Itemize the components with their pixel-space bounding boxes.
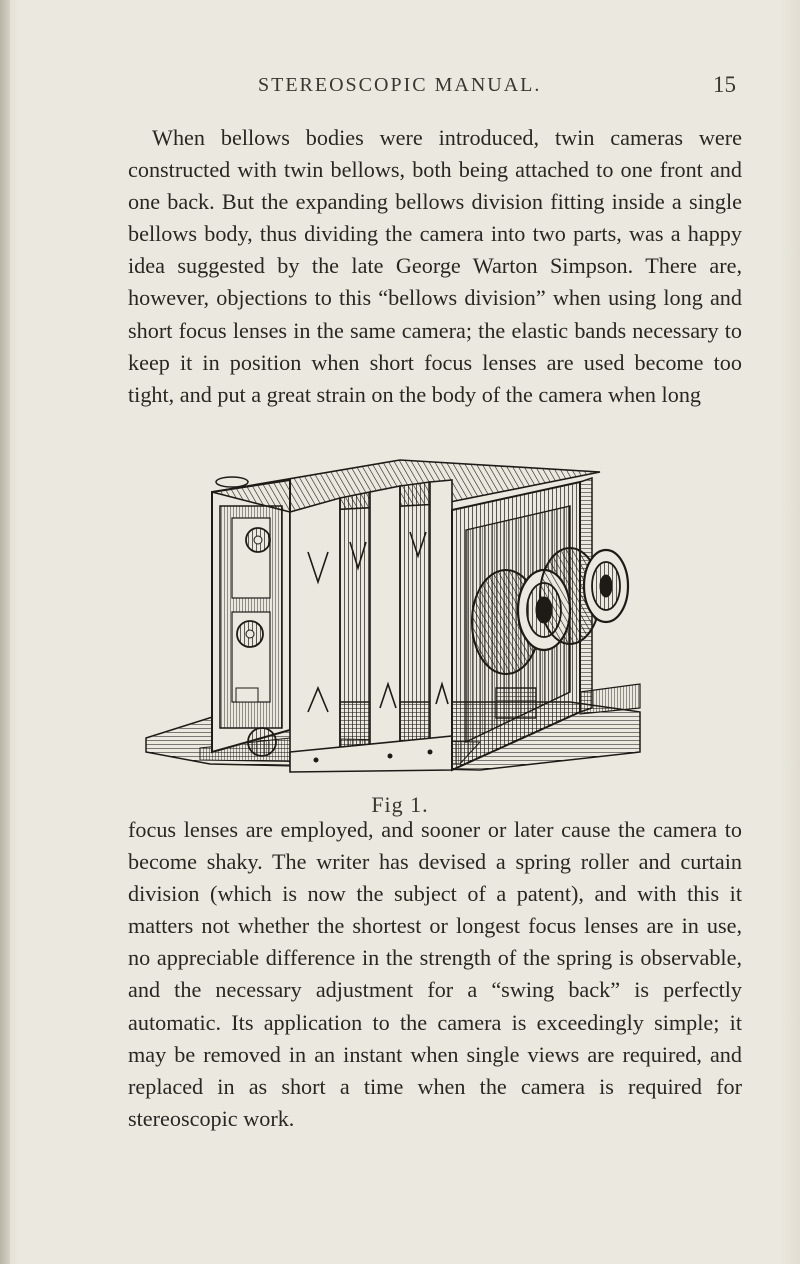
running-head xyxy=(0,74,800,104)
paragraph-bellows-division: When bellows bodies were introduced, twin cameras were constructed with twin bellows, both being attached to one front and one back. But the expanding bellows division fitting inside a single bellows body, thus dividing the camera into two parts, was a happy idea suggested by the late George Warton Simpson. There are, however, objections to this “bellows division” when using long and short focus lenses in the same camera; the elastic bands necessary to keep it in position when short focus lenses are used become too tight, and put a great strain on the body of the camera when long xyxy=(128,125,742,407)
back-knob-lower xyxy=(248,728,276,756)
page-number: 15 xyxy=(713,72,736,97)
running-title: STEREOSCOPIC MANUAL. xyxy=(258,74,542,96)
stereoscopic-camera-engraving xyxy=(140,452,660,792)
camera-illustration xyxy=(140,452,660,792)
figure-caption: Fig 1. xyxy=(371,792,429,817)
bellows xyxy=(290,480,452,762)
paragraph-spring-roller: focus lenses are employed, and sooner or later cause the camera to become shaky. The writer has devised a spring roller and curtain division (which is now the subject of a patent), and with this it matters not whether the shortest or longest focus lenses are in use, no appreciable difference in the strength of the spring is observable, and the necessary adjustment for a “swing back” is perfectly automatic. Its application to the camera is exceedingly simple; it may be removed in an instant when single views are required, and replaced in as short a time when the camera is required for stereoscopic work. xyxy=(128,817,742,1131)
page-gutter-edge xyxy=(0,0,10,1264)
